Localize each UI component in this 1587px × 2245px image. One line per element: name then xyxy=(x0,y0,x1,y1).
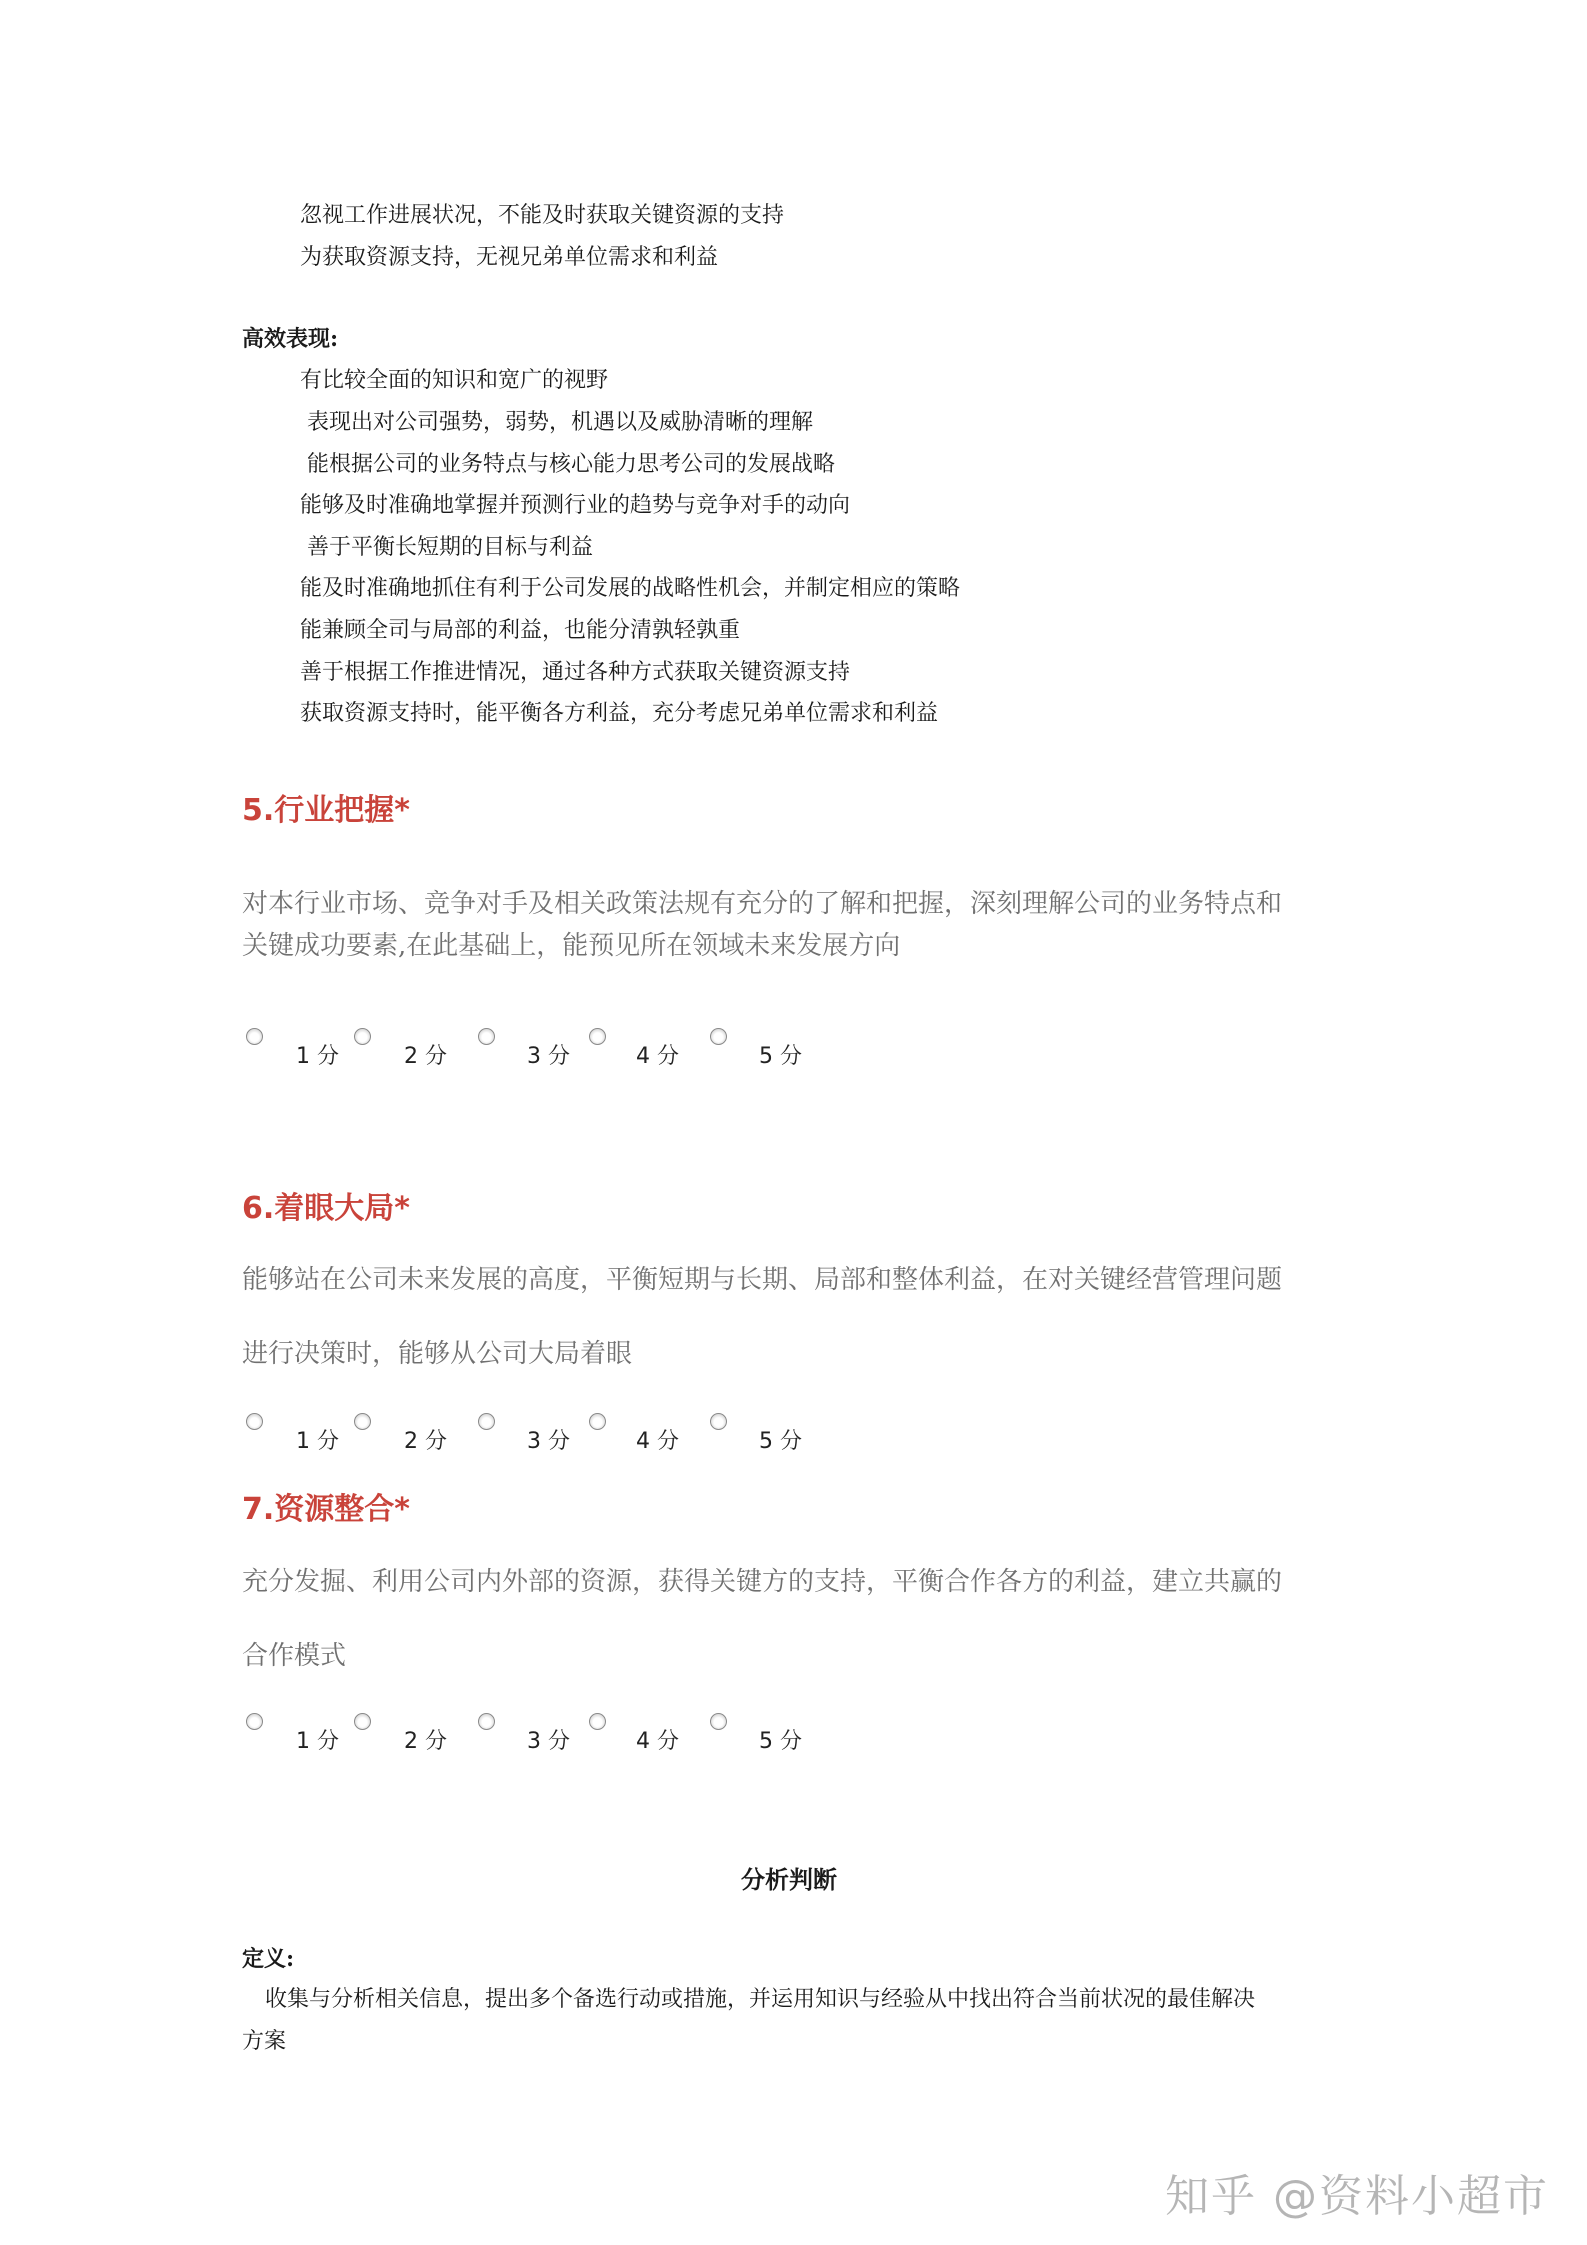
question-desc: 能够站在公司未来发展的高度，平衡短期与长期、局部和整体利益，在对关键经营管理问题 xyxy=(242,1265,1283,1295)
text-line: 为获取资源支持，无视兄弟单位需求和利益 xyxy=(300,245,719,270)
option-label: 5 分 xyxy=(759,1729,802,1754)
question-desc: 合作模式 xyxy=(242,1641,347,1671)
option-label: 4 分 xyxy=(636,1729,679,1754)
radio-4[interactable] xyxy=(589,1713,606,1730)
option-label: 1 分 xyxy=(296,1729,339,1754)
efficient-item: 能根据公司的业务特点与核心能力思考公司的发展战略 xyxy=(307,452,836,477)
radio-1[interactable] xyxy=(246,1413,263,1430)
radio-1[interactable] xyxy=(246,1713,263,1730)
option-label: 1 分 xyxy=(296,1044,339,1069)
watermark: 知乎 @资料小超市 xyxy=(1165,2171,1549,2222)
efficient-heading: 高效表现: xyxy=(242,326,339,352)
question-title xyxy=(242,1183,410,1227)
question-title-text: 6.着眼大局 xyxy=(242,1191,395,1226)
radio-4[interactable] xyxy=(589,1413,606,1430)
radio-5[interactable] xyxy=(710,1713,727,1730)
option-label: 3 分 xyxy=(527,1729,570,1754)
radio-2[interactable] xyxy=(354,1028,371,1045)
radio-3[interactable] xyxy=(478,1713,495,1730)
efficient-item: 能及时准确地抓住有利于公司发展的战略性机会，并制定相应的策略 xyxy=(300,576,961,601)
required-star: * xyxy=(394,793,410,828)
definition-line: 方案 xyxy=(242,2029,287,2054)
definition-line: 收集与分析相关信息，提出多个备选行动或措施，并运用知识与经验从中找出符合当前状况的最佳解决 xyxy=(265,1987,1256,2012)
efficient-item: 善于根据工作推进情况，通过各种方式获取关键资源支持 xyxy=(300,660,851,685)
radio-1[interactable] xyxy=(246,1028,263,1045)
option-label: 4 分 xyxy=(636,1044,679,1069)
question-title xyxy=(242,1484,410,1528)
required-star: * xyxy=(394,1191,410,1226)
question-title-text: 5.行业把握 xyxy=(242,793,395,828)
efficient-item: 获取资源支持时，能平衡各方利益，充分考虑兄弟单位需求和利益 xyxy=(300,701,939,726)
radio-2[interactable] xyxy=(354,1413,371,1430)
option-label: 2 分 xyxy=(404,1044,447,1069)
section-title: 分析判断 xyxy=(741,1865,837,1894)
efficient-item: 有比较全面的知识和宽广的视野 xyxy=(300,368,609,393)
text-line: 忽视工作进展状况，不能及时获取关键资源的支持 xyxy=(300,203,785,228)
question-title xyxy=(242,785,410,829)
radio-3[interactable] xyxy=(478,1028,495,1045)
radio-2[interactable] xyxy=(354,1713,371,1730)
efficient-item: 表现出对公司强势，弱势，机遇以及威胁清晰的理解 xyxy=(307,410,814,435)
question-desc: 对本行业市场、竞争对手及相关政策法规有充分的了解和把握，深刻理解公司的业务特点和 xyxy=(242,889,1283,919)
required-star: * xyxy=(394,1492,410,1527)
efficient-item: 能兼顾全司与局部的利益，也能分清孰轻孰重 xyxy=(300,618,741,643)
option-label: 3 分 xyxy=(527,1429,570,1454)
option-label: 2 分 xyxy=(404,1429,447,1454)
definition-label: 定义: xyxy=(242,1946,295,1972)
option-label: 3 分 xyxy=(527,1044,570,1069)
option-label: 1 分 xyxy=(296,1429,339,1454)
question-title-text: 7.资源整合 xyxy=(242,1492,395,1527)
efficient-item: 能够及时准确地掌握并预测行业的趋势与竞争对手的动向 xyxy=(300,493,851,518)
option-label: 5 分 xyxy=(759,1044,802,1069)
question-desc: 充分发掘、利用公司内外部的资源，获得关键方的支持，平衡合作各方的利益，建立共赢的 xyxy=(242,1567,1283,1597)
efficient-item: 善于平衡长短期的目标与利益 xyxy=(307,535,594,560)
radio-5[interactable] xyxy=(710,1413,727,1430)
radio-4[interactable] xyxy=(589,1028,606,1045)
option-label: 5 分 xyxy=(759,1429,802,1454)
question-desc: 进行决策时，能够从公司大局着眼 xyxy=(242,1339,633,1369)
radio-3[interactable] xyxy=(478,1413,495,1430)
radio-5[interactable] xyxy=(710,1028,727,1045)
option-label: 2 分 xyxy=(404,1729,447,1754)
option-label: 4 分 xyxy=(636,1429,679,1454)
question-desc: 关键成功要素,在此基础上，能预见所在领域未来发展方向 xyxy=(242,931,901,961)
